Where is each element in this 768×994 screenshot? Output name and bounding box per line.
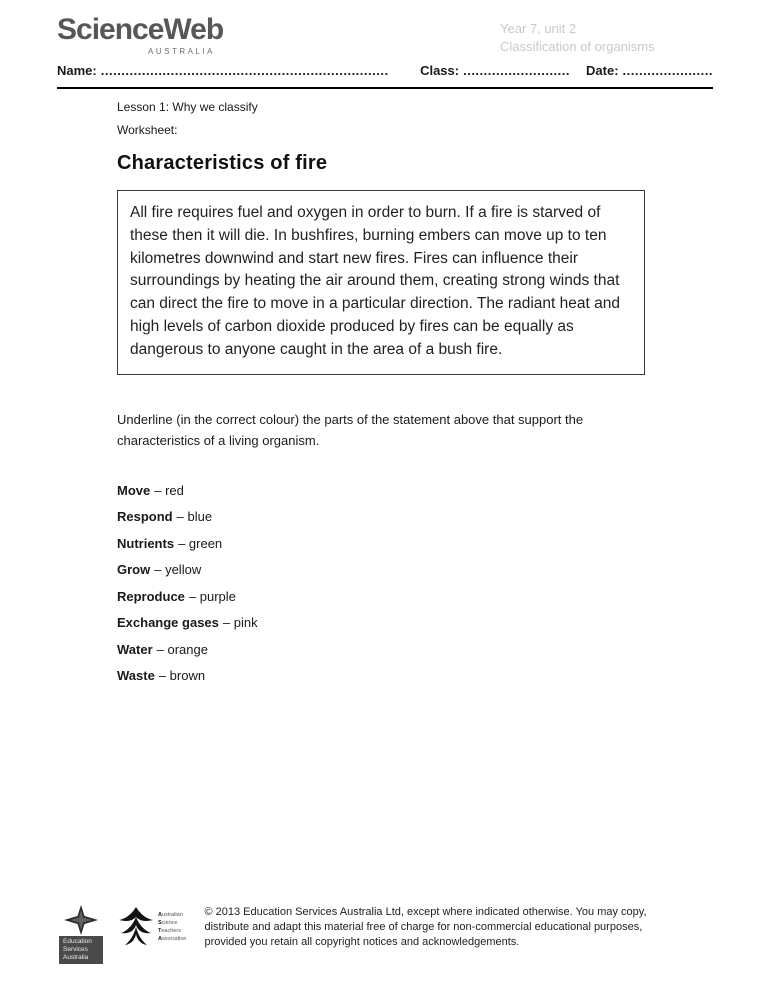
list-item-move [117, 483, 647, 498]
copyright-text: © 2013 Education Services Australia Ltd, except where indicated otherwise. You may copy, distribute and adapt this material free of charge for non-commercial educational purposes, provided you retain all copyright notices and acknowledgements. [204, 906, 647, 948]
unit-info [500, 20, 655, 55]
class-fill-in-field: .......................... [463, 63, 571, 78]
unit-info-line1: Year 7, unit 2 [500, 21, 577, 36]
esa-text-line: Services [63, 946, 88, 954]
asta-text-line: Australian [158, 911, 183, 918]
characteristic-word: Waste [117, 668, 155, 684]
student-id-row [57, 63, 713, 89]
esa-logo-text [59, 936, 103, 964]
characteristic-word: Grow [117, 562, 151, 578]
list-item-waste [117, 668, 647, 683]
esa-star-icon [64, 905, 98, 935]
asta-text-line: Science [158, 919, 178, 926]
list-item-reproduce [117, 589, 647, 604]
lesson-line: Lesson 1: Why we classify [117, 100, 258, 114]
list-item-exchange-gases [117, 615, 647, 630]
name-label: Name: [57, 63, 97, 78]
worksheet-line: Worksheet: [117, 123, 178, 137]
characteristic-colour: – green [178, 535, 223, 551]
list-item-nutrients [117, 536, 647, 551]
scienceweb-logo [57, 13, 224, 56]
date-label: Date: [586, 63, 619, 78]
esa-text-line: Australia [63, 954, 89, 962]
characteristic-word: Respond [117, 509, 173, 525]
characteristic-colour: – yellow [154, 562, 202, 578]
list-item-grow [117, 562, 647, 577]
characteristic-colour: – orange [156, 641, 208, 657]
fire-passage-box: All fire requires fuel and oxygen in order to burn. If a fire is starved of these then it will die. In bushfires, burning embers can move up to ten kilometres downwind and start new fires. Fires can influence their surroundings by heating the air around them, creating strong winds that can direct the fire to move in a particular direction. The radiant heat and high levels of carbon dioxide produced by fires can be equally as dangerous to anyone caught in the area of a bush fire. [117, 190, 645, 375]
class-label: Class: [420, 63, 460, 78]
asta-text-line: Association [158, 936, 187, 943]
characteristics-list [117, 483, 647, 684]
characteristic-colour: – red [154, 482, 184, 498]
name-fill-in-field: ...................................................................... [100, 63, 389, 78]
scienceweb-logo-subtitle: AUSTRALIA [148, 46, 215, 56]
asta-text-line: Teachers [158, 928, 181, 934]
asta-logo-text [158, 911, 186, 944]
characteristic-word: Exchange gases [117, 615, 219, 631]
characteristic-colour: – purple [188, 588, 236, 604]
asta-logo [117, 905, 186, 949]
instruction-text: Underline (in the correct colour) the parts of the statement above that support the characteristics of a living organism. [117, 412, 584, 448]
unit-info-line2: Classification of organisms [500, 38, 655, 54]
characteristic-word: Nutrients [117, 535, 175, 551]
characteristic-word: Reproduce [117, 588, 185, 604]
date-fill-in-field: ...................... [622, 63, 713, 78]
education-services-australia-logo [57, 905, 105, 964]
worksheet-body [117, 100, 647, 695]
page-footer [57, 905, 713, 964]
characteristic-word: Water [117, 641, 153, 657]
asta-bird-icon [117, 905, 155, 949]
scienceweb-logo-text: ScienceWeb [57, 13, 224, 46]
characteristic-colour: – brown [158, 668, 206, 684]
characteristic-colour: – pink [222, 615, 258, 631]
esa-text-line: Education [63, 938, 92, 945]
characteristic-colour: – blue [176, 509, 213, 525]
list-item-respond [117, 509, 647, 524]
list-item-water [117, 642, 647, 657]
characteristic-word: Move [117, 482, 151, 498]
page-title: Characteristics of fire [117, 152, 328, 174]
